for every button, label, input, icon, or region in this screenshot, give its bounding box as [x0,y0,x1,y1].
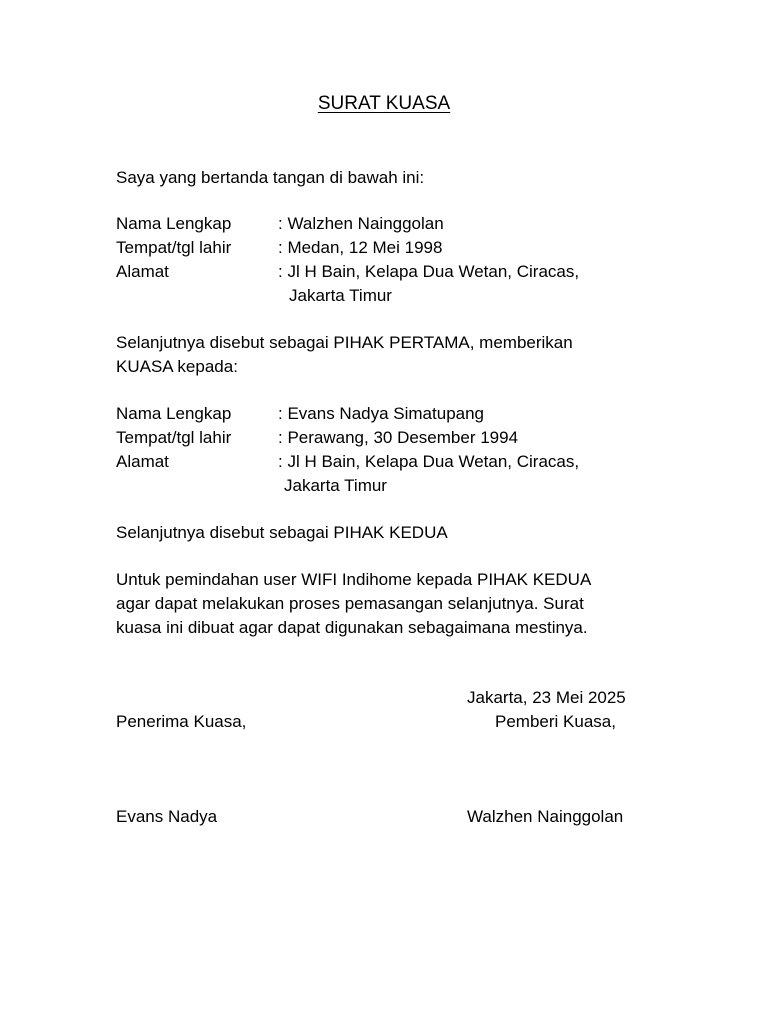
place-date: Jakarta, 23 Mei 2025 [467,688,626,707]
giver-name: Walzhen Nainggolan [467,807,624,826]
giver-label: Pemberi Kuasa, [495,712,616,731]
first-party-address-line1: : Jl H Bain, Kelapa Dua Wetan, Ciracas, [278,262,580,281]
second-party-address-label: Alamat [116,452,169,471]
document-title-text: SURAT KUASA [317,93,451,114]
purpose-line1: Untuk pemindahan user WIFI Indihome kepada PIHAK KEDUA [116,570,592,589]
purpose-line2: agar dapat melakukan proses pemasangan selanjutnya. Surat [116,594,584,613]
first-party-address-label: Alamat [116,262,169,281]
document-title [0,92,768,116]
receiver-name: Evans Nadya [116,807,218,826]
second-party-name-value: : Evans Nadya Simatupang [278,404,485,423]
first-party-statement-line2: KUASA kepada: [116,357,238,376]
first-party-name-label: Nama Lengkap [116,214,232,233]
receiver-label: Penerima Kuasa, [116,712,247,731]
second-party-address-line1: : Jl H Bain, Kelapa Dua Wetan, Ciracas, [278,452,580,471]
first-party-statement-line1: Selanjutnya disebut sebagai PIHAK PERTAMA, memberikan [116,333,573,352]
second-party-birth-value: : Perawang, 30 Desember 1994 [278,428,519,447]
first-party-birth-label: Tempat/tgl lahir [116,238,232,257]
second-party-statement: Selanjutnya disebut sebagai PIHAK KEDUA [116,523,448,542]
purpose-line3: kuasa ini dibuat agar dapat digunakan sebagaimana mestinya. [116,618,588,637]
second-party-address-line2: Jakarta Timur [284,476,387,495]
intro-text: Saya yang bertanda tangan di bawah ini: [116,168,425,187]
first-party-birth-value: : Medan, 12 Mei 1998 [278,238,443,257]
second-party-name-label: Nama Lengkap [116,404,232,423]
second-party-birth-label: Tempat/tgl lahir [116,428,232,447]
first-party-name-value: : Walzhen Nainggolan [278,214,444,233]
first-party-address-line2: Jakarta Timur [289,286,392,305]
